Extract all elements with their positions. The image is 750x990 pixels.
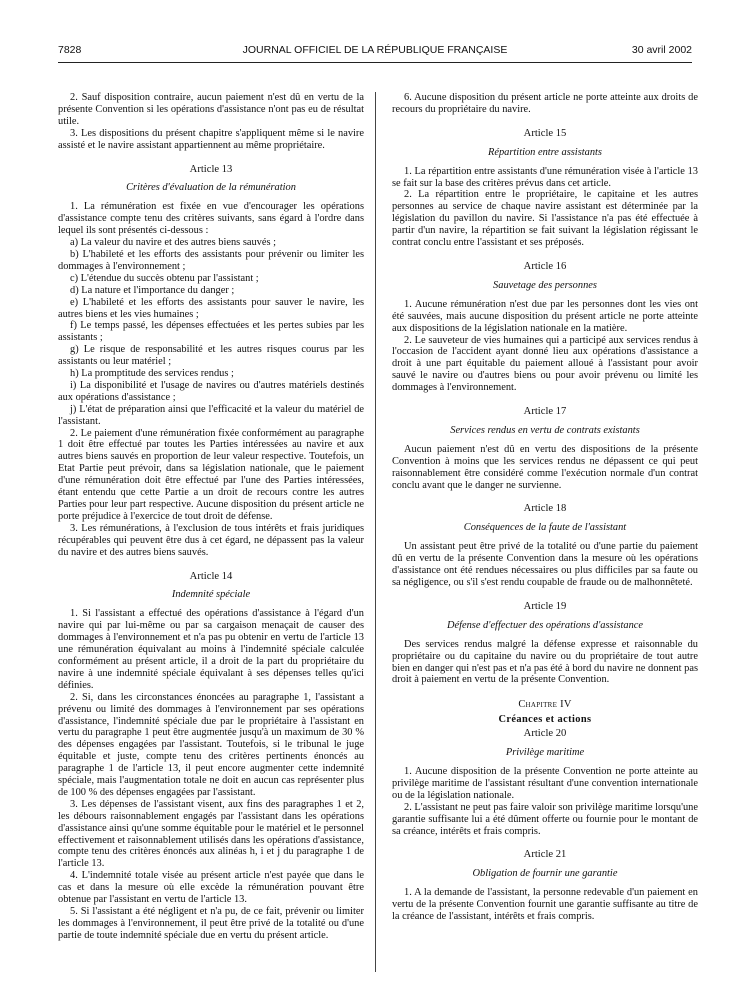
paragraph: 4. L'indemnité totale visée au présent article n'est payée que dans le cas et dans la mesure où elle excède la rémunération pouvant être obtenue par l'assistant en vertu de l'article 13. xyxy=(58,870,364,906)
article-13-subtitle: Critères d'évaluation de la rémunération xyxy=(126,182,296,194)
paragraph: 2. Sauf disposition contraire, aucun paiement n'est dû en vertu de la présente Convention si les opérations d'assistance n'ont pas eu de résultat utile. xyxy=(58,92,364,127)
list-item: f) Le temps passé, les dépenses effectuées et les pertes subies par les assistants ; xyxy=(58,320,364,344)
list-item: j) L'état de préparation ainsi que l'efficacité et la valeur du matériel de l'assistant. xyxy=(58,403,364,427)
paragraph: Des services rendus malgré la défense expresse et raisonnable du propriétaire ou du capitaine du navire ou du propriétaire de tout autre bien en danger qui n'est pas et n'a pas été à bord du navire ne donnent pas droit à paiement en vertu de la présente Convention. xyxy=(392,638,698,686)
paragraph: 1. A la demande de l'assistant, la personne redevable d'un paiement en vertu de la présente Convention fournit une garantie suffisante au titre de la créance de l'assistant, intérêts et frais compris. xyxy=(392,887,698,923)
article-16-subtitle: Sauvetage des personnes xyxy=(493,279,597,291)
article-21-subtitle: Obligation de fournir une garantie xyxy=(472,868,618,880)
article-16-heading: Article 16 xyxy=(523,260,567,272)
paragraph: 2. Si, dans les circonstances énoncées au paragraphe 1, l'assistant a prévenu ou limité des dommages à l'environnement par ses opérations d'assistance, l'indemnité spéciale due par le propriétaire à l'assistant en vertu du paragraphe 1 peut être augmentée jusqu'à un maximum de 30 % des dépenses engagées par l'assistant. Toutefois, si le tribunal le juge équitable et juste, compte tenu des critères pertinents énoncés au paragraphe 1 de l'article 13, il peut encore augmenter cette indemnité spéciale, mais l'augmentation totale ne doit en aucun cas représenter plus de 100 % des dépenses engagées par l'assistant. xyxy=(58,691,364,798)
paragraph: 1. Aucune rémunération n'est due par les personnes dont les vies ont été sauvées, mais aucune disposition du présent article ne porte atteinte aux dispositions de la législation nationale en la matière. xyxy=(392,298,698,334)
list-item: i) La disponibilité et l'usage de navires ou d'autres matériels destinés aux opérations d'assistance ; xyxy=(58,379,364,403)
left-column xyxy=(58,92,364,942)
paragraph: 2. La répartition entre le propriétaire, le capitaine et les autres personnes au service de chaque navire assistant est déterminée par la législation du pavillon du navire. Si l'assistance n'a pas été effectuée à partir d'un navire, la répartition se fait suivant la législation régissant le contrat conclu entre l'assistant et ses préposés. xyxy=(392,189,698,249)
article-15-subtitle: Répartition entre assistants xyxy=(488,146,602,158)
journal-title: JOURNAL OFFICIEL DE LA RÉPUBLIQUE FRANÇAISE xyxy=(242,44,508,56)
page-number: 7828 xyxy=(58,44,82,56)
paragraph: Aucun paiement n'est dû en vertu des dispositions de la présente Convention à moins que les services rendus ne dépassent ce qui peut raisonnablement être considéré comme l'exécution normale d'un contrat conclu avant que le danger ne survienne. xyxy=(392,443,698,491)
article-15-heading: Article 15 xyxy=(523,127,567,139)
paragraph: 3. Les dispositions du présent chapitre s'appliquent même si le navire assisté et le navire assistant appartiennent au même propriétaire. xyxy=(58,127,364,151)
paragraph: 1. Aucune disposition de la présente Convention ne porte atteinte au privilège maritime de l'assistant résultant d'une convention internationale ou de la législation nationale. xyxy=(392,765,698,801)
column-divider xyxy=(375,92,376,972)
paragraph: 1. Si l'assistant a effectué des opérations d'assistance à l'égard d'un navire qui par lui-même ou par sa cargaison menaçait de causer des dommages à l'environnement et n'a pas pu obtenir en vertu de l'article 13 une rémunération équivalant au moins à l'indemnité spéciale calculée conformément au présent article, il a droit de la part du propriétaire du navire à une indemnité spéciale équivalant à ses dépenses telles qu'ici définies. xyxy=(58,608,364,691)
paragraph: 2. Le paiement d'une rémunération fixée conformément au paragraphe 1 doit être effectué par toutes les Parties intéressées au navire et aux autres biens sauvés en proportion de leur valeur respective. Toutefois, un Etat Partie peut prévoir, dans sa législation nationale, que le paiement d'une rémunération doit être effectué par l'une des Parties intéressées, étant entendu que cette Partie a un droit de recours contre les autres Parties pour leur part respective. Aucune disposition du présent article ne porte préjudice à l'exercice de tout droit de défense. xyxy=(58,427,364,522)
article-18-subtitle: Conséquences de la faute de l'assistant xyxy=(463,522,627,534)
article-17-heading: Article 17 xyxy=(523,406,567,418)
article-20-heading: Article 20 xyxy=(523,728,567,740)
paragraph: 3. Les rémunérations, à l'exclusion de tous intérêts et frais juridiques récupérables qui peuvent être dus à cet égard, ne dépassent pas la valeur du navire et des autres biens sauvés. xyxy=(58,522,364,558)
article-14-subtitle: Indemnité spéciale xyxy=(171,589,251,601)
list-item: g) Le risque de responsabilité et les autres risques courus par les assistants ou leur matériel ; xyxy=(58,344,364,368)
list-item: a) La valeur du navire et des autres biens sauvés ; xyxy=(70,237,277,249)
chapter-heading: Chapitre IV xyxy=(518,699,572,711)
article-13-heading: Article 13 xyxy=(189,163,233,175)
article-19-heading: Article 19 xyxy=(523,600,567,612)
paragraph: 2. Le sauveteur de vies humaines qui a participé aux services rendus à l'occasion de l'accident ayant donné lieu aux opérations d'assistance a droit à une part équitable du paiement alloué à l'assistant pour avoir sauvé le navire ou d'autres biens ou pour avoir prévenu ou limité les dommages à l'environnement. xyxy=(392,334,698,394)
paragraph: Un assistant peut être privé de la totalité ou d'une partie du paiement dû en vertu de la présente Convention dans la mesure où les opérations d'assistance ont été rendues nécessaires ou plus difficiles par sa faute ou sa négligence, ou s'il s'est rendu coupable de fraude ou de malhonnêteté. xyxy=(392,541,698,588)
publication-date: 30 avril 2002 xyxy=(631,44,692,56)
article-19-subtitle: Défense d'effectuer des opérations d'assistance xyxy=(446,619,644,631)
list-item: c) L'étendue du succès obtenu par l'assistant ; xyxy=(70,272,259,284)
article-14-heading: Article 14 xyxy=(189,570,233,582)
article-18-heading: Article 18 xyxy=(523,503,567,515)
chapter-title: Créances et actions xyxy=(498,714,592,726)
list-item: e) L'habileté et les efforts des assistants pour sauver le navire, les autres biens et les vies humaines ; xyxy=(58,296,364,320)
paragraph: 2. L'assistant ne peut pas faire valoir son privilège maritime lorsqu'une garantie suffisante lui a été dûment offerte ou fournie pour le montant de sa créance, intérêts et frais compris. xyxy=(392,801,698,837)
header-rule xyxy=(58,62,692,63)
list-item: h) La promptitude des services rendus ; xyxy=(70,368,234,380)
list-item: d) La nature et l'importance du danger ; xyxy=(70,284,235,296)
paragraph: 6. Aucune disposition du présent article ne porte atteinte aux droits de recours du propriétaire du navire. xyxy=(392,92,698,115)
article-17-subtitle: Services rendus en vertu de contrats existants xyxy=(450,424,640,436)
list-item: b) L'habileté et les efforts des assistants pour prévenir ou limiter les dommages à l'environnement ; xyxy=(58,248,364,272)
article-20-subtitle: Privilège maritime xyxy=(505,747,585,759)
right-column xyxy=(392,92,698,923)
paragraph: 3. Les dépenses de l'assistant visent, aux fins des paragraphes 1 et 2, les débours raisonnablement engagés par l'assistant dans les opérations d'assistance ainsi qu'une somme équitable pour le matériel et le personnel effectivement et raisonnablement utilisés dans les opérations d'assistance, compte tenu des critères énoncés aux alinéas h, i et j du paragraphe 1 de l'article 13. xyxy=(58,798,364,870)
article-21-heading: Article 21 xyxy=(523,849,567,861)
paragraph: 1. La rémunération est fixée en vue d'encourager les opérations d'assistance compte tenu des critères suivants, sans égard à l'ordre dans lequel ils sont présentés ci-dessous : xyxy=(58,201,364,237)
paragraph: 1. La répartition entre assistants d'une rémunération visée à l'article 13 se fait sur la base des critères prévus dans cet article. xyxy=(392,165,698,189)
page-header xyxy=(58,44,692,60)
paragraph: 5. Si l'assistant a été négligent et n'a pu, de ce fait, prévenir ou limiter les dommages à l'environnement, il peut être privé de la totalité ou d'une partie de toute indemnité spéciale due en vertu du présent article. xyxy=(58,906,364,941)
